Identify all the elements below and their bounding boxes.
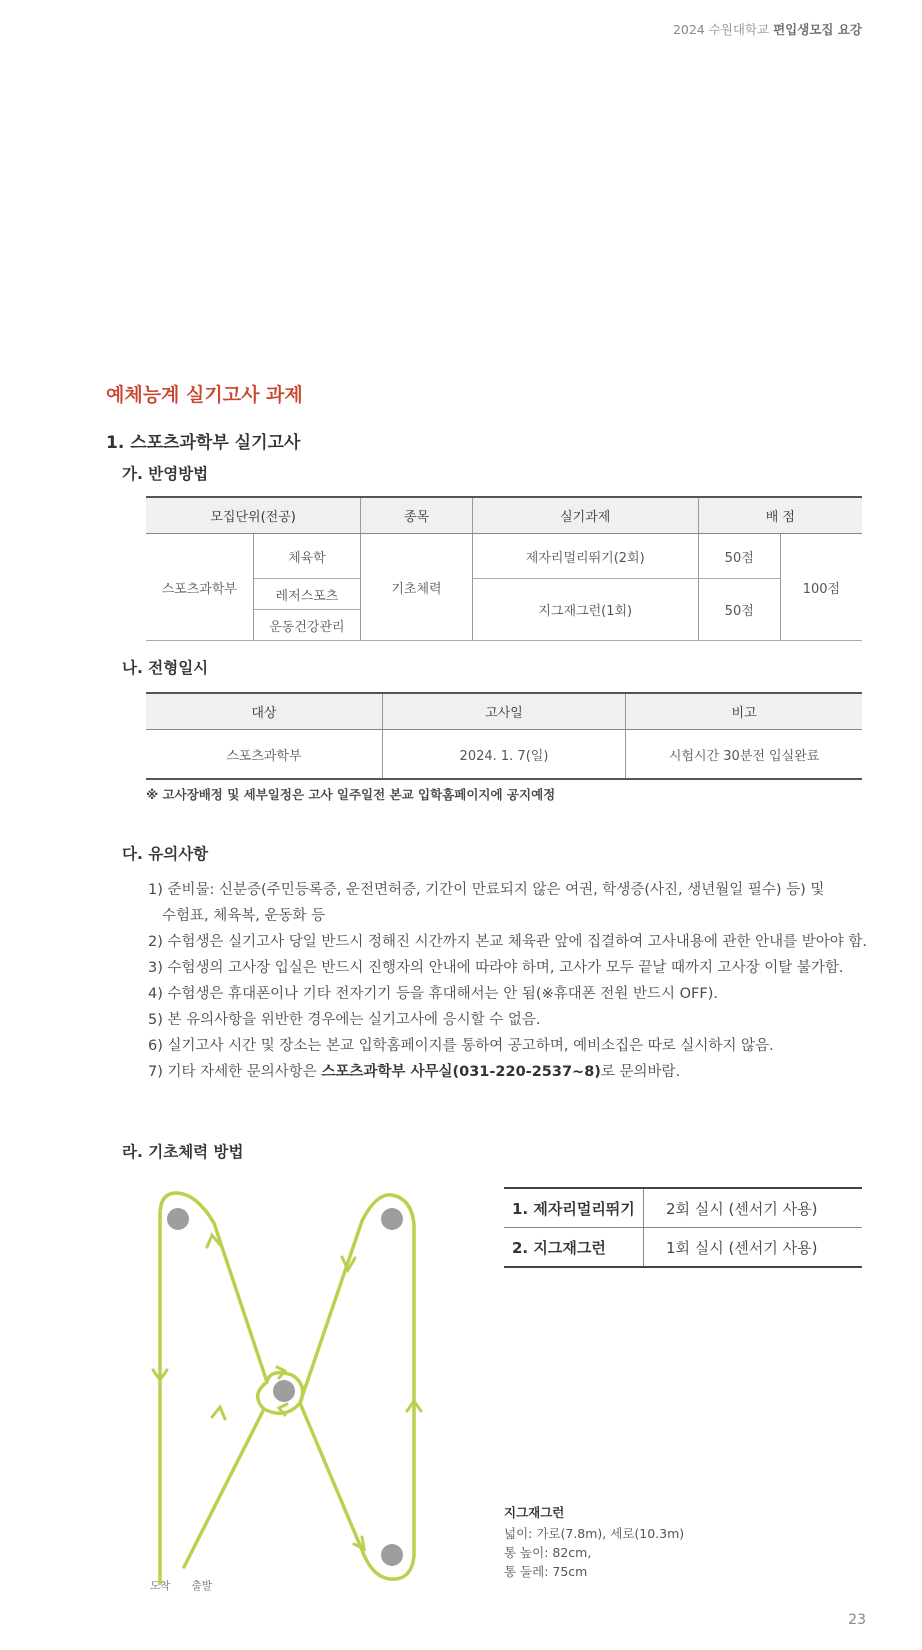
table-row	[146, 730, 862, 780]
cones	[167, 1208, 403, 1566]
arrow-up-icon	[212, 1407, 225, 1419]
task-cell: 지그재그런(1회)	[472, 579, 698, 641]
rule-item: 2) 수험생은 실기고사 당일 반드시 정해진 시간까지 본교 체육관 앞에 집결하여 고사내용에 관한 안내를 받아야 함.	[148, 934, 867, 950]
zigzag-info-title: 지그재그런	[504, 1505, 565, 1520]
schedule-note: ※ 고사장배정 및 세부일정은 고사 일주일전 본교 입학홈페이지에 공지예정	[146, 787, 556, 802]
cone-marker	[167, 1208, 189, 1230]
fitness-method-table	[504, 1187, 862, 1268]
col-date: 고사일	[382, 693, 625, 730]
method-label: 2. 지그재그런	[504, 1228, 644, 1268]
col-task: 실기과제	[472, 497, 698, 534]
task-cell: 제자리멀리뛰기(2회)	[472, 534, 698, 579]
table-row	[504, 1228, 862, 1268]
zigzag-info-line: 통 높이: 82cm,	[504, 1545, 592, 1560]
table-row	[504, 1188, 862, 1228]
method-value: 2회 실시 (센서기 사용)	[644, 1188, 863, 1228]
rule-item	[148, 1059, 867, 1085]
rule-text: 로 문의바람.	[600, 1064, 681, 1080]
cone-marker	[381, 1544, 403, 1566]
contact-office: 스포츠과학부 사무실(031-220-2537~8)	[321, 1064, 601, 1080]
unit-cell: 스포츠과학부	[146, 534, 253, 641]
part1-title: 1. 스포츠과학부 실기고사	[106, 433, 301, 453]
sub-heading-ga: 가. 반영방법	[122, 465, 209, 483]
page-header	[673, 20, 862, 38]
table-row	[146, 534, 862, 579]
header-year: 2024	[672, 22, 705, 37]
rule-item: 6) 실기고사 시간 및 장소는 본교 입학홈페이지를 통하여 공고하며, 예비소집은 따로 실시하지 않음.	[148, 1038, 774, 1054]
event-cell: 기초체력	[361, 534, 473, 641]
rules-list	[148, 877, 867, 1085]
rule-item: 3) 수험생의 고사장 입실은 반드시 진행자의 안내에 따라야 하며, 고사가 모두 끝날 때까지 고사장 이탈 불가함.	[148, 960, 844, 976]
sub-heading-na: 나. 전형일시	[122, 659, 209, 677]
cone-marker	[273, 1380, 295, 1402]
rule-item: 5) 본 유의사항을 위반한 경우에는 실기고사에 응시할 수 없음.	[148, 1012, 541, 1028]
major-cell: 운동건강관리	[253, 610, 361, 641]
sub-heading-da: 다. 유의사항	[122, 845, 209, 863]
target-cell: 스포츠과학부	[146, 730, 382, 780]
score-table	[146, 496, 862, 641]
zigzag-run-diagram	[140, 1185, 470, 1585]
score-cell: 50점	[698, 579, 780, 641]
score-cell: 50점	[698, 534, 780, 579]
col-event: 종목	[361, 497, 473, 534]
rule-item-continued: 수험표, 체육복, 운동화 등	[162, 908, 326, 924]
method-label: 1. 제자리멀리뛰기	[504, 1188, 644, 1228]
header-univ: 수원대학교	[708, 22, 770, 37]
arrive-label: 도착	[150, 1580, 171, 1592]
zigzag-info	[504, 1503, 684, 1581]
start-end-labels	[150, 1578, 230, 1593]
rule-text: 7) 기타 자세한 문의사항은	[148, 1064, 322, 1080]
col-score: 배 점	[698, 497, 862, 534]
schedule-table-header	[146, 693, 862, 730]
col-remark: 비고	[626, 693, 862, 730]
page-number: 23	[848, 1612, 866, 1628]
rule-item: 1) 준비물: 신분증(주민등록증, 운전면허증, 기간이 만료되지 않은 여권, 학생증(사진, 생년월일 필수) 등) 및	[148, 882, 825, 898]
cone-marker	[381, 1208, 403, 1230]
total-cell: 100점	[780, 534, 862, 641]
method-value: 1회 실시 (센서기 사용)	[644, 1228, 863, 1268]
header-doc: 편입생모집 요강	[773, 22, 862, 37]
zigzag-info-line: 통 둘레: 75cm	[504, 1564, 588, 1579]
schedule-table	[146, 692, 862, 780]
zigzag-info-line: 넓이: 가로(7.8m), 세로(10.3m)	[504, 1526, 685, 1541]
major-cell: 레저스포츠	[253, 579, 361, 610]
score-table-header	[146, 497, 862, 534]
section-title: 예체능계 실기고사 과제	[106, 384, 303, 406]
table-row	[146, 579, 862, 610]
major-cell: 체육학	[253, 534, 361, 579]
rule-item: 4) 수험생은 휴대폰이나 기타 전자기기 등을 휴대해서는 안 됨(※휴대폰 전원 반드시 OFF).	[148, 986, 718, 1002]
date-cell: 2024. 1. 7(일)	[382, 730, 625, 780]
depart-label: 출발	[191, 1580, 212, 1592]
remark-cell: 시험시간 30분전 입실완료	[626, 730, 862, 780]
col-target: 대상	[146, 693, 382, 730]
col-unit: 모집단위(전공)	[146, 497, 361, 534]
sub-heading-ra: 라. 기초체력 방법	[122, 1143, 244, 1161]
